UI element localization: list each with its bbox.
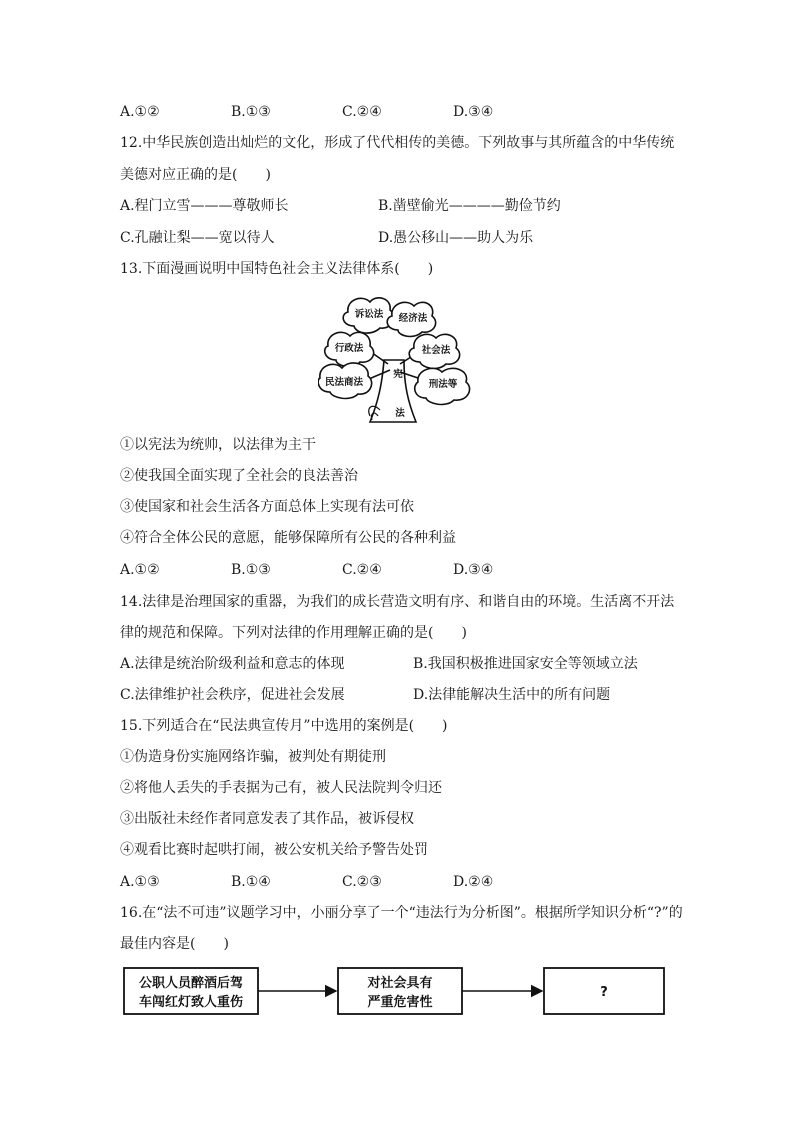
q14-option-b: B.我国积极推进国家安全等领域立法: [413, 656, 638, 672]
q13-option-d: D.③④: [453, 562, 494, 578]
q12-option-c: C.孔融让梨——宽以待人: [120, 230, 275, 246]
flow-box-2-line2: 严重危害性: [367, 995, 433, 1010]
q13-statement-4: ④符合全体公民的意愿，能够保障所有公民的各种利益: [120, 530, 456, 546]
q16-stem-line1: 16.在“法不可违”议题学习中，小丽分享了一个“违法行为分析图”。根据所学知识分析“?”的: [120, 905, 683, 921]
q13-statement-3: ③使国家和社会生活各方面总体上实现有法可依: [120, 499, 414, 515]
label-economic: 经济法: [398, 313, 428, 324]
q13-statement-2: ②使我国全面实现了全社会的良法善治: [120, 468, 358, 484]
label-criminal: 刑法等: [428, 379, 458, 390]
q15-statement-3: ③出版社未经作者同意发表了其作品，被诉侵权: [120, 811, 414, 827]
label-social: 社会法: [421, 345, 451, 356]
q12-option-b: B.凿壁偷光————勤俭节约: [378, 198, 561, 214]
q12-option-a: A.程门立雪———尊敬师长: [120, 198, 289, 214]
violation-analysis-diagram: [120, 962, 670, 1022]
q12-option-d: D.愚公移山——助人为乐: [378, 230, 534, 246]
flow-box-2-line1: 对社会具有: [367, 976, 433, 991]
q11-option-d: D.③④: [453, 104, 494, 120]
q15-option-d: D.②④: [453, 874, 494, 890]
q16-stem-line2: 最佳内容是( ): [120, 936, 229, 952]
label-trunk-xian: 宪: [393, 369, 403, 380]
flow-box-1-line1: 公职人员醉酒后驾: [138, 976, 244, 991]
q11-option-b: B.①③: [231, 104, 271, 120]
q15-statement-4: ④观看比赛时起哄打闹，被公安机关给予警告处罚: [120, 842, 428, 858]
q15-option-b: B.①④: [231, 874, 271, 890]
label-trunk-fa: 法: [395, 408, 405, 419]
q14-option-d: D.法律能解决生活中的所有问题: [413, 687, 611, 703]
flow-box-3-question: ?: [600, 985, 608, 1000]
q11-option-c: C.②④: [342, 104, 382, 120]
label-litigation: 诉讼法: [354, 309, 384, 320]
q14-option-c: C.法律维护社会秩序，促进社会发展: [120, 687, 345, 703]
q13-option-b: B.①③: [231, 562, 271, 578]
q14-stem-line2: 律的规范和保障。下列对法律的作用理解正确的是( ): [120, 625, 467, 641]
q13-stem: 13.下面漫画说明中国特色社会主义法律体系( ): [120, 261, 434, 277]
q14-stem-line1: 14.法律是治理国家的重器，为我们的成长营造文明有序、和谐自由的环境。生活离不开法: [120, 594, 675, 610]
q13-statement-1: ①以宪法为统帅，以法律为主干: [120, 437, 316, 453]
law-tree-cartoon: [318, 290, 476, 424]
q15-statement-1: ①伪造身份实施网络诈骗，被判处有期徒刑: [120, 749, 386, 765]
q12-stem-line1: 12.中华民族创造出灿烂的文化，形成了代代相传的美德。下列故事与其所蕴含的中华传统: [120, 135, 675, 151]
q15-option-c: C.②③: [342, 874, 382, 890]
q13-option-a: A.①②: [120, 562, 160, 578]
q14-option-a: A.法律是统治阶级利益和意志的体现: [120, 656, 345, 672]
label-civil: 民法商法: [324, 377, 364, 388]
q15-statement-2: ②将他人丢失的手表据为己有，被人民法院判令归还: [120, 780, 442, 796]
q13-option-c: C.②④: [342, 562, 382, 578]
q12-stem-line2: 美德对应正确的是( ): [120, 167, 271, 183]
q11-option-a: A.①②: [120, 104, 160, 120]
q15-stem: 15.下列适合在“民法典宣传月”中选用的案例是( ): [120, 718, 448, 734]
q15-option-a: A.①③: [120, 874, 160, 890]
flow-box-1-line2: 车闯红灯致人重伤: [138, 995, 244, 1010]
label-administrative: 行政法: [334, 343, 364, 354]
